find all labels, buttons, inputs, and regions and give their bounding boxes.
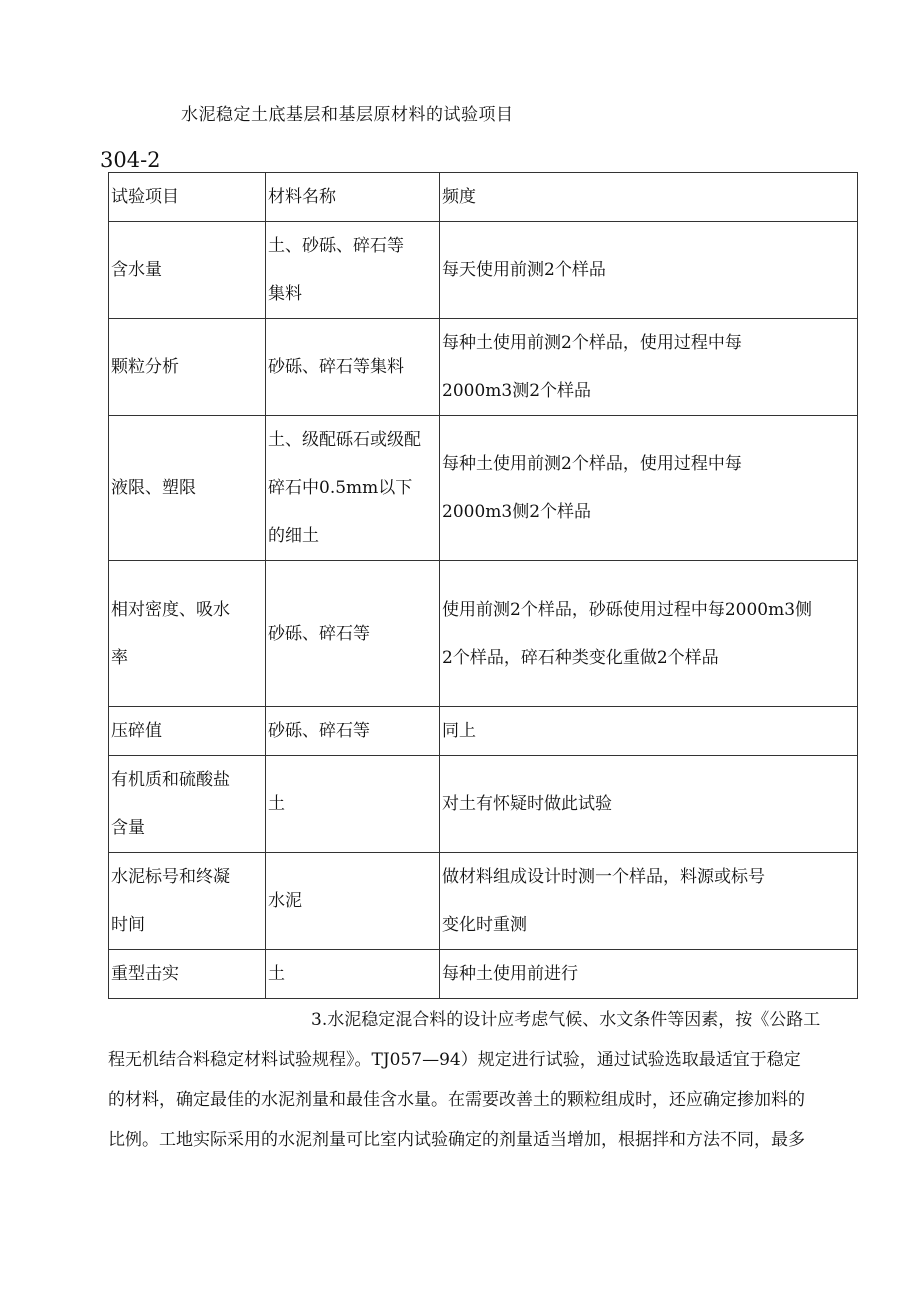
cell-text-line: 土、砂砾、碎石等 [268,236,404,256]
cell-material [266,319,440,416]
cell-text-line: 相对密度、吸水 [111,599,230,620]
cell-material [266,756,440,853]
cell-frequency [440,853,858,950]
cell-frequency [440,561,858,707]
cell-frequency [440,707,858,756]
cell-text-line: 做材料组成设计时测一个样品，料源或标号 [442,867,765,887]
cell-test-item [109,561,266,707]
cell-frequency [440,222,858,319]
body-paragraph [108,1000,860,1160]
cell-text-line: 变化时重测 [442,915,527,935]
cell-text-line: 使用前测2个样品，砂砾使用过程中每2000m3侧 [442,599,813,620]
cell-material [266,561,440,707]
cell-material [266,853,440,950]
cell-text-line: 2000m3侧2个样品 [442,502,592,522]
cell-text-line: 砂砾、碎石等 [268,623,370,644]
cell-test-item [109,853,266,950]
table-row [109,222,858,319]
cell-text-line: 压碎值 [111,721,162,741]
cell-text-line: 重型击实 [111,964,179,984]
cell-text-line: 每种土使用前测2个样品，使用过程中每 [442,333,742,353]
cell-text-line: 砂砾、碎石等集料 [268,357,404,377]
cell-frequency [440,756,858,853]
table-title: 水泥稳定土底基层和基层原材料的试验项目 [181,105,514,125]
header-cell-item: 试验项目 [109,173,266,222]
table-row [109,319,858,416]
test-items-table [108,172,858,999]
cell-text-line: 水泥 [268,891,302,911]
cell-text-line: 对土有怀疑时做此试验 [442,794,612,814]
header-cell-frequency: 频度 [440,173,858,222]
cell-text-line: 土 [268,964,285,984]
paragraph-line: 程无机结合料稳定材料试验规程》。TJ057—94）规定进行试验，通过试验选取最适宜于稳定 [108,1050,801,1070]
cell-test-item [109,319,266,416]
cell-text-line: 水泥标号和终凝 [111,867,230,887]
table-row [109,853,858,950]
cell-text-line: 的细土 [268,526,319,546]
table-row [109,950,858,999]
cell-material [266,950,440,999]
cell-text-line: 2个样品，碎石种类变化重做2个样品 [442,647,719,668]
cell-text-line: 同上 [442,721,476,741]
paragraph-line: 的材料，确定最佳的水泥剂量和最佳含水量。在需要改善土的颗粒组成时，还应确定掺加料的 [108,1090,805,1110]
paragraph-line: 比例。工地实际采用的水泥剂量可比室内试验确定的剂量适当增加，根据拌和方法不同，最多 [108,1130,805,1150]
paragraph-line: 3.水泥稳定混合料的设计应考虑气候、水文条件等因素，按《公路工 [311,1010,821,1030]
table-number: 304-2 [100,148,161,172]
cell-text-line: 液限、塑限 [111,478,196,498]
cell-text-line: 集料 [268,284,302,304]
cell-text-line: 2000m3测2个样品 [442,381,592,401]
table-header-row [109,173,858,222]
cell-frequency [440,416,858,561]
cell-test-item [109,222,266,319]
cell-text-line: 碎石中0.5mm以下 [268,478,413,498]
cell-text-line: 时间 [111,915,145,935]
header-cell-material: 材料名称 [266,173,440,222]
cell-material [266,707,440,756]
cell-test-item [109,756,266,853]
cell-text-line: 每天使用前测2个样品 [442,260,606,280]
cell-material [266,416,440,561]
cell-test-item [109,707,266,756]
table-row [109,416,858,561]
cell-text-line: 含量 [111,818,145,838]
table-row [109,707,858,756]
cell-test-item [109,416,266,561]
cell-text-line: 颗粒分析 [111,357,179,377]
cell-text-line: 每种土使用前测2个样品，使用过程中每 [442,454,742,474]
cell-text-line: 土、级配砾石或级配 [268,430,421,450]
cell-text-line: 有机质和硫酸盐 [111,770,230,790]
cell-text-line: 土 [268,794,285,814]
cell-test-item [109,950,266,999]
cell-text-line: 每种土使用前进行 [442,964,578,984]
cell-text-line: 含水量 [111,260,162,280]
cell-frequency [440,319,858,416]
table-row [109,561,858,707]
cell-text-line: 率 [111,647,128,668]
cell-text-line: 砂砾、碎石等 [268,721,370,741]
cell-material [266,222,440,319]
cell-frequency [440,950,858,999]
table-row [109,756,858,853]
